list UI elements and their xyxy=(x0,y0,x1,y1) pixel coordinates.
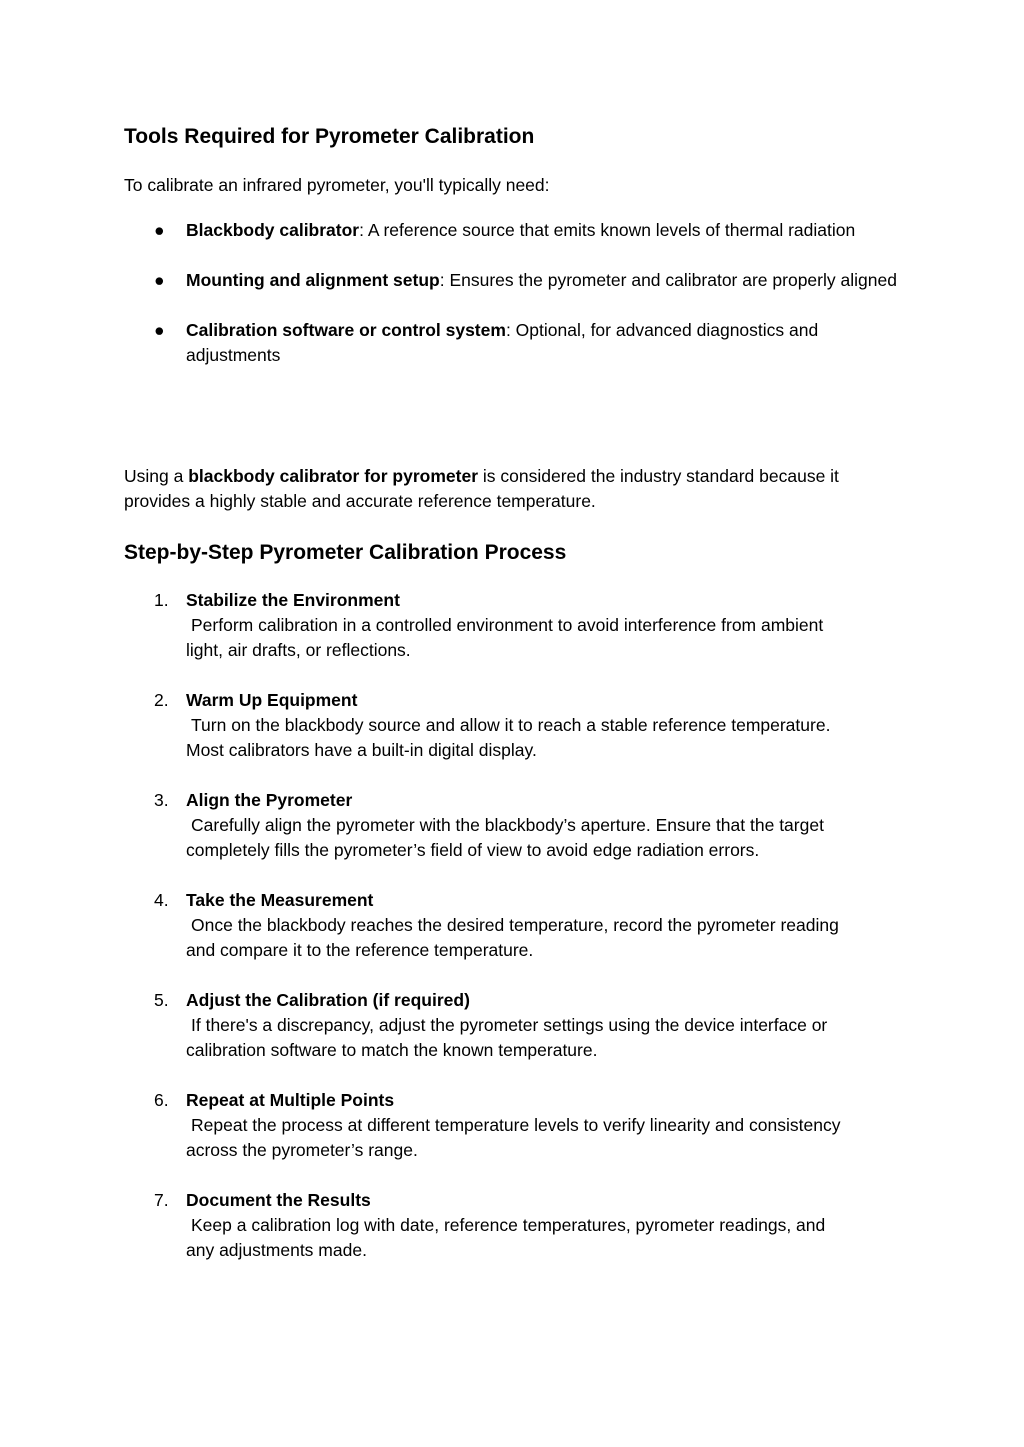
step-desc-first-line: Keep a calibration log with date, reference temperatures, pyrometer readings, and xyxy=(191,1215,826,1235)
step-number: 4. xyxy=(154,890,169,910)
step-number: 3. xyxy=(154,790,169,810)
step-title: Align the Pyrometer xyxy=(186,790,353,810)
tools-list xyxy=(124,218,900,393)
bullet-icon: ● xyxy=(154,320,165,340)
industry-post-text: is considered the industry standard because it provides a highly stable and accurate reference temperature. xyxy=(124,466,839,511)
step-item xyxy=(124,1088,904,1163)
section-heading-steps: Step-by-Step Pyrometer Calibration Process xyxy=(124,541,567,564)
bullet-icon: ● xyxy=(154,220,165,240)
step-desc-rest: and compare it to the reference temperature. xyxy=(186,940,534,960)
intro-paragraph: To calibrate an infrared pyrometer, you'll typically need: xyxy=(124,175,550,195)
step-desc-rest: across the pyrometer’s range. xyxy=(186,1140,418,1160)
list-item-term: Calibration software or control system xyxy=(186,320,506,340)
list-item xyxy=(124,318,900,368)
step-title: Stabilize the Environment xyxy=(186,590,400,610)
industry-standard-paragraph xyxy=(124,464,904,514)
step-desc-first-line: Perform calibration in a controlled environment to avoid interference from ambient xyxy=(191,615,824,635)
step-number: 7. xyxy=(154,1190,169,1210)
step-desc-rest: light, air drafts, or reflections. xyxy=(186,640,411,660)
step-number: 2. xyxy=(154,690,169,710)
step-desc-rest: completely fills the pyrometer’s field of view to avoid edge radiation errors. xyxy=(186,840,760,860)
step-desc-first-line: Carefully align the pyrometer with the blackbody’s aperture. Ensure that the target xyxy=(191,815,824,835)
step-desc-rest: Most calibrators have a built-in digital display. xyxy=(186,740,537,760)
step-item xyxy=(124,688,904,763)
step-number: 1. xyxy=(154,590,169,610)
step-number: 6. xyxy=(154,1090,169,1110)
list-item-term: Mounting and alignment setup xyxy=(186,270,440,290)
list-item xyxy=(124,218,900,243)
step-item xyxy=(124,588,904,663)
bullet-icon: ● xyxy=(154,270,165,290)
list-item-desc: : A reference source that emits known levels of thermal radiation xyxy=(359,220,856,240)
step-item xyxy=(124,988,904,1063)
step-number: 5. xyxy=(154,990,169,1010)
step-title: Adjust the Calibration (if required) xyxy=(186,990,470,1010)
section-heading-tools: Tools Required for Pyrometer Calibration xyxy=(124,125,535,148)
step-item xyxy=(124,1188,904,1263)
step-desc-first-line: Turn on the blackbody source and allow it to reach a stable reference temperature. xyxy=(191,715,831,735)
step-title: Take the Measurement xyxy=(186,890,374,910)
steps-list xyxy=(124,588,904,1288)
list-item-desc: : Optional, for advanced diagnostics and adjustments xyxy=(186,320,819,365)
industry-bold-text: blackbody calibrator for pyrometer xyxy=(188,466,479,486)
step-item xyxy=(124,888,904,963)
list-item-term: Blackbody calibrator xyxy=(186,220,360,240)
list-item-desc: : Ensures the pyrometer and calibrator are properly aligned xyxy=(439,270,897,290)
step-desc-rest: any adjustments made. xyxy=(186,1240,367,1260)
industry-pre-text: Using a xyxy=(124,466,189,486)
step-title: Repeat at Multiple Points xyxy=(186,1090,395,1110)
list-item xyxy=(124,268,900,293)
step-title: Warm Up Equipment xyxy=(186,690,358,710)
step-desc-first-line: Repeat the process at different temperature levels to verify linearity and consistency xyxy=(191,1115,841,1135)
step-desc-first-line: Once the blackbody reaches the desired temperature, record the pyrometer reading xyxy=(191,915,839,935)
step-desc-rest: calibration software to match the known temperature. xyxy=(186,1040,598,1060)
step-item xyxy=(124,788,904,863)
step-title: Document the Results xyxy=(186,1190,371,1210)
step-desc-first-line: If there's a discrepancy, adjust the pyrometer settings using the device interface or xyxy=(191,1015,828,1035)
